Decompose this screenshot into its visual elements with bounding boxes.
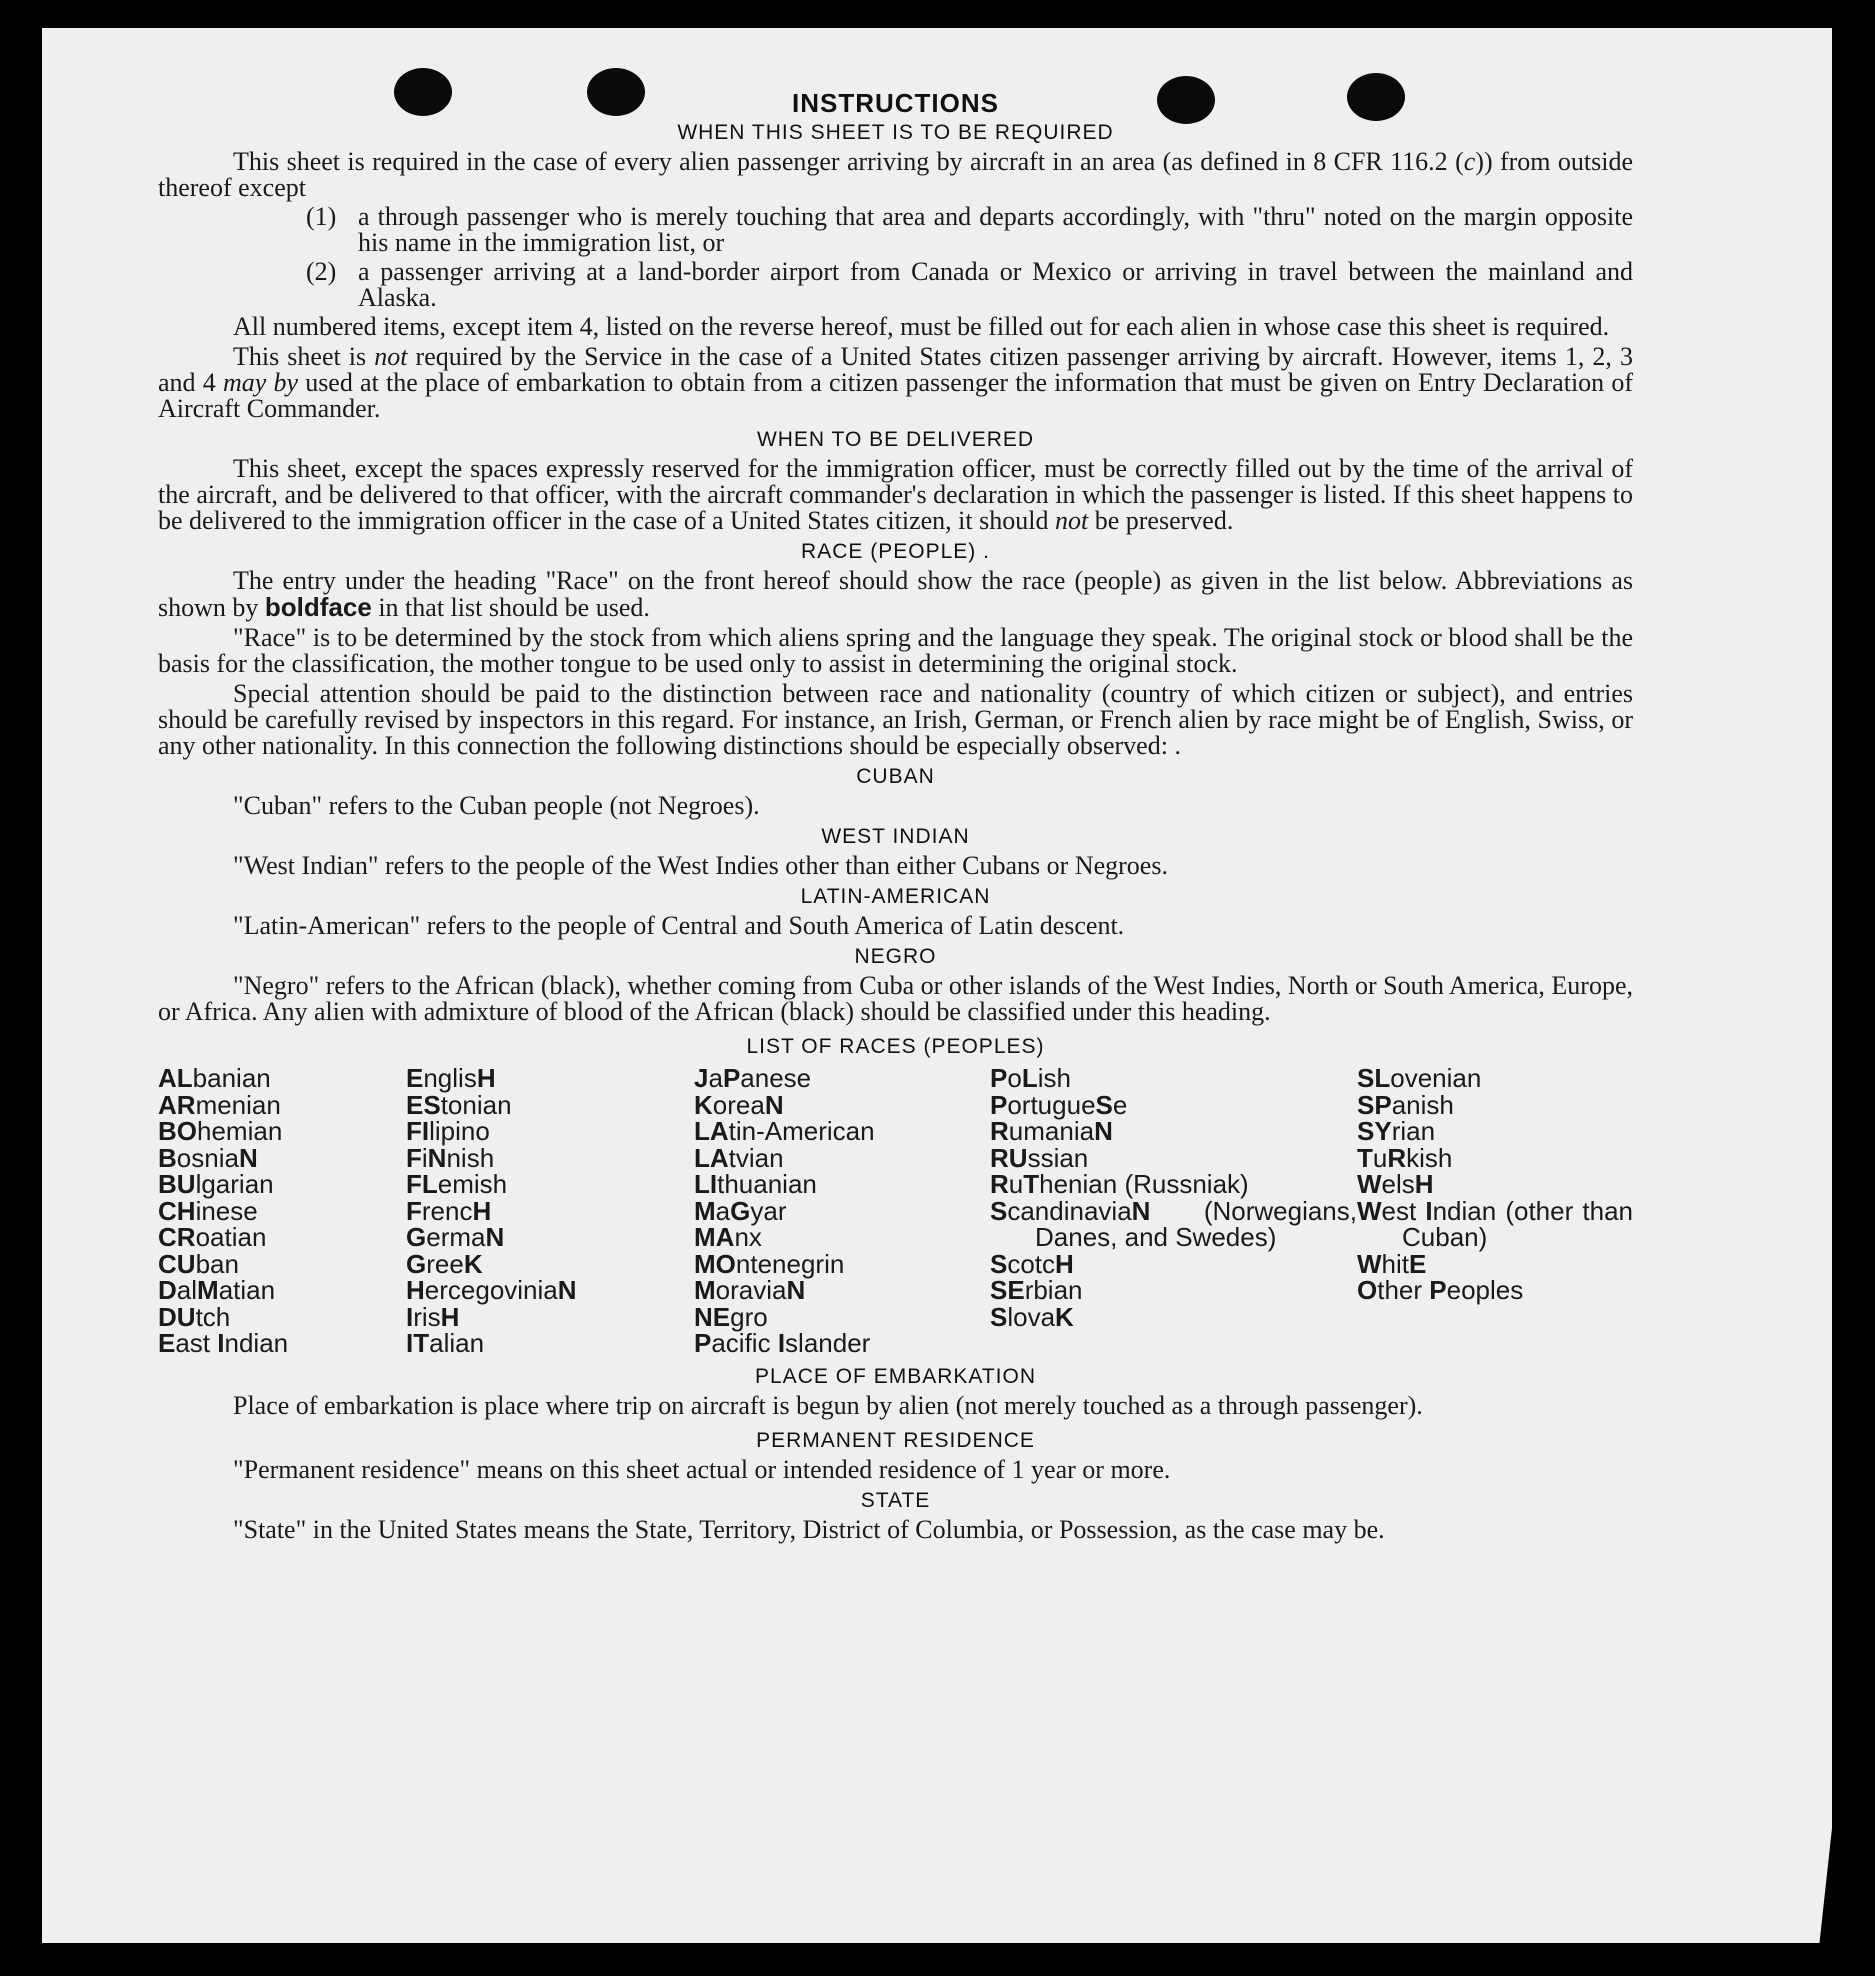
race-abbreviation: SY bbox=[1357, 1116, 1392, 1146]
race-entry bbox=[158, 1089, 406, 1120]
text-run-italic: may by bbox=[222, 368, 298, 397]
race-entry bbox=[1357, 1089, 1633, 1120]
race-entry bbox=[990, 1171, 1357, 1198]
race-entry bbox=[990, 1065, 1357, 1092]
paragraph: "Permanent residence" means on this sheet actual or intended residence of 1 year or more. bbox=[233, 1454, 1171, 1484]
section-heading: WHEN TO BE DELIVERED bbox=[756, 428, 1035, 451]
race-entry bbox=[158, 1277, 406, 1304]
list-number: (2) bbox=[306, 257, 337, 286]
paragraph: "Latin-American" refers to the people of Central and South America of Latin descent. bbox=[233, 911, 1125, 940]
race-abbreviation: H bbox=[1414, 1169, 1434, 1199]
race-abbreviation: W bbox=[1357, 1169, 1382, 1199]
race-abbreviation: P bbox=[694, 1328, 712, 1358]
paragraph: "Cuban" refers to the Cuban people (not Negroes). bbox=[233, 791, 760, 820]
race-text: tvian bbox=[728, 1142, 784, 1173]
section-when-required bbox=[158, 121, 1633, 422]
text-run-italic: not bbox=[374, 342, 408, 371]
paragraph bbox=[158, 456, 1633, 534]
section-heading: PERMANENT RESIDENCE bbox=[756, 1428, 1035, 1452]
race-entry bbox=[1357, 1277, 1633, 1304]
race-abbreviation: N bbox=[764, 1089, 784, 1120]
section-heading: WHEN THIS SHEET IS TO BE REQUIRED bbox=[677, 121, 1114, 144]
race-abbreviation: E bbox=[406, 1063, 424, 1093]
race-entry bbox=[406, 1089, 694, 1120]
race-text: ssian bbox=[1027, 1142, 1089, 1173]
list-item bbox=[158, 259, 1633, 311]
race-entry bbox=[694, 1248, 990, 1279]
race-entry bbox=[406, 1195, 694, 1226]
race-abbreviation: IT bbox=[406, 1328, 430, 1358]
race-text: ndian (other than Cuban) bbox=[1402, 1195, 1633, 1252]
section-place-of-embarkation bbox=[158, 1365, 1633, 1419]
race-entry bbox=[1357, 1171, 1633, 1198]
race-text: menian bbox=[195, 1089, 281, 1120]
races-column bbox=[406, 1065, 694, 1357]
section-negro bbox=[158, 945, 1633, 1025]
race-entry bbox=[694, 1195, 990, 1226]
race-text: tch bbox=[195, 1301, 231, 1332]
race-abbreviation: K bbox=[463, 1248, 483, 1279]
race-abbreviation: O bbox=[1357, 1275, 1378, 1305]
list-item bbox=[158, 204, 1633, 256]
race-entry bbox=[990, 1142, 1357, 1173]
race-text: ntenegrin bbox=[735, 1248, 845, 1279]
race-abbreviation: W bbox=[1357, 1248, 1382, 1279]
race-abbreviation: DU bbox=[158, 1301, 196, 1332]
page-title: INSTRUCTIONS bbox=[792, 88, 999, 118]
race-entry bbox=[406, 1171, 694, 1198]
race-text: kish bbox=[1406, 1142, 1453, 1173]
race-abbreviation: SL bbox=[1357, 1063, 1391, 1093]
races-column bbox=[158, 1065, 406, 1357]
text-run: required by the Service in the case of a United States citizen passenger arriving by aircraft. However, items 1, 2, 3 and 4 bbox=[158, 342, 1633, 397]
section-race bbox=[158, 540, 1633, 759]
race-text: hit bbox=[1381, 1248, 1410, 1279]
race-text: e bbox=[1112, 1089, 1128, 1120]
race-abbreviation: P bbox=[990, 1063, 1008, 1093]
race-abbreviation: R bbox=[1387, 1142, 1407, 1173]
race-abbreviation: S bbox=[1095, 1089, 1113, 1120]
text-run: This sheet is required in the case of every alien passenger arriving by aircraft in an area (as defined in 8 CFR 116.2 ( bbox=[233, 147, 1464, 176]
race-text: ndian bbox=[224, 1328, 289, 1358]
text-run: The entry under the heading "Race" on the front hereof should show the race (people) as given in the list below. Abbreviations as shown by bbox=[158, 566, 1633, 622]
race-entry bbox=[694, 1330, 990, 1357]
paragraph: "Race" is to be determined by the stock from which aliens spring and the language they speak. The original stock or blood shall be the basis for the classification, the mother tongue to be used only to assist in determining the original stock. bbox=[158, 623, 1633, 678]
race-text: anish bbox=[1391, 1089, 1454, 1120]
race-abbreviation: D bbox=[158, 1275, 177, 1305]
race-entry bbox=[694, 1224, 990, 1251]
race-text: a bbox=[715, 1195, 731, 1226]
race-text: eoples bbox=[1446, 1275, 1524, 1305]
race-abbreviation: W bbox=[1357, 1195, 1382, 1226]
text-run: used at the place of embarkation to obtain from a citizen passenger the information that must be given on Entry Declaration of Aircraft Commander. bbox=[158, 368, 1634, 423]
race-abbreviation: T bbox=[1023, 1169, 1040, 1199]
race-abbreviation: M bbox=[694, 1275, 716, 1305]
race-entry bbox=[694, 1277, 990, 1304]
race-entry bbox=[158, 1065, 406, 1092]
race-text: lova bbox=[1007, 1301, 1056, 1332]
race-entry bbox=[158, 1330, 406, 1357]
race-abbreviation: R bbox=[990, 1116, 1009, 1146]
race-abbreviation: N bbox=[1131, 1195, 1151, 1226]
paragraph: Special attention should be paid to the distinction between race and nationality (country of which citizen or subject), and entries should be carefully revised by inspectors in this regard. For instance, an Irish, German, or French alien by race might be of English, Swiss, or any other nationality. In this connection the following distinctions should be especially observed: . bbox=[158, 679, 1633, 760]
race-entry bbox=[158, 1224, 406, 1251]
race-text: slander bbox=[785, 1328, 871, 1358]
race-abbreviation: F bbox=[406, 1142, 422, 1173]
section-heading: WEST INDIAN bbox=[821, 825, 970, 848]
race-entry bbox=[990, 1195, 1357, 1252]
race-abbreviation: M bbox=[197, 1275, 219, 1305]
race-abbreviation: S bbox=[990, 1301, 1008, 1332]
race-text: henian (Russniak) bbox=[1039, 1169, 1249, 1199]
race-abbreviation: BU bbox=[158, 1169, 196, 1199]
race-abbreviation: H bbox=[472, 1195, 492, 1226]
race-entry bbox=[158, 1118, 406, 1145]
race-text: orea bbox=[712, 1089, 765, 1120]
section-heading: CUBAN bbox=[856, 765, 935, 788]
race-entry bbox=[694, 1118, 990, 1145]
race-abbreviation: E bbox=[158, 1328, 176, 1358]
race-text: (Norwegians, Danes, and Swedes) bbox=[1035, 1195, 1357, 1252]
race-text: tonian bbox=[440, 1089, 512, 1120]
race-abbreviation: CU bbox=[158, 1248, 196, 1279]
race-abbreviation: NE bbox=[694, 1301, 731, 1332]
race-abbreviation: I bbox=[777, 1328, 786, 1358]
section-west-indian bbox=[158, 825, 1633, 879]
race-text: nish bbox=[446, 1142, 495, 1173]
race-abbreviation: P bbox=[722, 1063, 741, 1093]
race-abbreviation: I bbox=[217, 1328, 225, 1358]
race-text: lipino bbox=[429, 1116, 490, 1146]
text-run: This sheet, except the spaces expressly reserved for the immigration officer, must be correctly filled out by the time of the arrival of the aircraft, and be delivered to that officer, with the aircraft commander's declaration in which the passenger is listed. If this sheet happens to be delivered to the immigration officer in the case of a United States citizen, it should bbox=[158, 454, 1633, 535]
text-run: )) from outside thereof except bbox=[158, 147, 1634, 202]
list-number: (1) bbox=[306, 202, 337, 231]
race-entry bbox=[694, 1142, 990, 1173]
races-column bbox=[990, 1065, 1357, 1357]
races-table bbox=[158, 1065, 1633, 1357]
race-abbreviation: AL bbox=[158, 1063, 193, 1093]
race-text: oatian bbox=[195, 1222, 267, 1252]
race-entry bbox=[158, 1142, 406, 1173]
race-entry bbox=[406, 1142, 694, 1173]
race-entry bbox=[694, 1089, 990, 1120]
race-entry bbox=[406, 1301, 694, 1332]
race-text: nx bbox=[734, 1222, 762, 1252]
paragraph: "Negro" refers to the African (black), whether coming from Cuba or other islands of the West Indies, North or South America, Europe, or Africa. Any alien with admixture of blood of the African (black) should be classified under this heading. bbox=[158, 971, 1633, 1026]
race-entry bbox=[1357, 1065, 1633, 1092]
race-abbreviation: H bbox=[406, 1275, 425, 1305]
race-abbreviation: AR bbox=[158, 1089, 196, 1120]
race-abbreviation: P bbox=[990, 1089, 1008, 1120]
race-abbreviation: FI bbox=[406, 1116, 430, 1146]
list-text: a through passenger who is merely touching that area and departs accordingly, with "thru" noted on the margin opposite his name in the immigration list, or bbox=[358, 202, 1633, 257]
race-text: est bbox=[1381, 1195, 1426, 1226]
race-text: o bbox=[1007, 1063, 1022, 1093]
race-text: ortugue bbox=[1007, 1089, 1096, 1120]
race-abbreviation: CH bbox=[158, 1195, 196, 1226]
race-text: rian bbox=[1391, 1116, 1436, 1146]
race-abbreviation: FL bbox=[406, 1169, 438, 1199]
race-entry bbox=[406, 1330, 694, 1357]
race-entry bbox=[694, 1171, 990, 1198]
race-abbreviation: L bbox=[1021, 1063, 1038, 1093]
race-entry bbox=[990, 1089, 1357, 1120]
race-abbreviation: MO bbox=[694, 1248, 736, 1279]
section-heading: STATE bbox=[860, 1488, 931, 1512]
race-abbreviation: B bbox=[158, 1142, 177, 1173]
race-abbreviation: LI bbox=[694, 1169, 718, 1199]
race-text: ercegovinia bbox=[424, 1275, 558, 1305]
race-text: emish bbox=[437, 1169, 508, 1199]
race-text: alian bbox=[429, 1328, 485, 1358]
race-entry bbox=[990, 1248, 1357, 1279]
race-abbreviation: LA bbox=[694, 1116, 729, 1146]
race-text: yar bbox=[750, 1195, 787, 1226]
race-entry bbox=[406, 1118, 694, 1145]
races-column bbox=[1357, 1065, 1633, 1357]
race-text: nglis bbox=[423, 1063, 477, 1093]
race-text: cotc bbox=[1007, 1248, 1056, 1279]
race-entry bbox=[1357, 1195, 1633, 1252]
section-heading: NEGRO bbox=[854, 945, 937, 968]
race-text: hemian bbox=[197, 1116, 283, 1146]
race-entry bbox=[158, 1171, 406, 1198]
race-entry bbox=[1357, 1118, 1633, 1145]
race-entry bbox=[406, 1065, 694, 1092]
text-run-italic: not bbox=[1054, 506, 1089, 535]
race-abbreviation: G bbox=[406, 1222, 427, 1252]
race-abbreviation: R bbox=[990, 1169, 1009, 1199]
race-abbreviation: H bbox=[476, 1063, 496, 1093]
race-abbreviation: SE bbox=[990, 1275, 1025, 1305]
race-abbreviation: RU bbox=[990, 1142, 1028, 1173]
race-abbreviation: S bbox=[990, 1248, 1008, 1279]
race-entry bbox=[158, 1195, 406, 1226]
race-entry bbox=[158, 1301, 406, 1332]
text-run: be preserved. bbox=[1088, 506, 1234, 535]
race-entry bbox=[694, 1301, 990, 1332]
race-text: u bbox=[1372, 1142, 1388, 1173]
paragraph: All numbered items, except item 4, listed on the reverse hereof, must be filled out for each alien in whose case this sheet is required. bbox=[233, 312, 1610, 341]
race-abbreviation: K bbox=[694, 1089, 713, 1120]
race-text: tin-American bbox=[728, 1116, 875, 1146]
race-abbreviation: P bbox=[1429, 1275, 1447, 1305]
paragraph bbox=[158, 149, 1633, 201]
section-heading: LIST OF RACES (PEOPLES) bbox=[746, 1035, 1045, 1058]
race-abbreviation: I bbox=[1425, 1195, 1433, 1226]
paragraph bbox=[158, 344, 1633, 422]
race-text: atian bbox=[218, 1275, 276, 1305]
race-abbreviation: G bbox=[730, 1195, 751, 1226]
race-text: i bbox=[421, 1142, 428, 1173]
race-abbreviation: M bbox=[694, 1195, 716, 1226]
race-abbreviation: MA bbox=[694, 1222, 735, 1252]
instructions-text bbox=[158, 88, 1633, 1543]
race-text: umania bbox=[1008, 1116, 1095, 1146]
section-heading: PLACE OF EMBARKATION bbox=[755, 1364, 1036, 1388]
race-abbreviation: ES bbox=[406, 1089, 441, 1120]
race-abbreviation: G bbox=[406, 1248, 427, 1279]
race-entry bbox=[406, 1248, 694, 1279]
race-text: al bbox=[176, 1275, 198, 1305]
paragraph bbox=[158, 568, 1633, 621]
text-run-italic: c bbox=[1463, 147, 1476, 176]
race-text: osnia bbox=[176, 1142, 239, 1173]
race-text: ast bbox=[175, 1328, 218, 1358]
race-abbreviation: CR bbox=[158, 1222, 196, 1252]
race-abbreviation: I bbox=[406, 1301, 414, 1332]
race-abbreviation: F bbox=[406, 1195, 422, 1226]
section-cuban bbox=[158, 765, 1633, 819]
section-heading: RACE (PEOPLE) . bbox=[801, 540, 990, 563]
race-text: ban bbox=[195, 1248, 239, 1279]
race-abbreviation: LA bbox=[694, 1142, 729, 1173]
race-text: rbian bbox=[1024, 1275, 1083, 1305]
text-run: in that list should be used. bbox=[371, 593, 650, 622]
race-entry bbox=[406, 1277, 694, 1304]
race-abbreviation: BO bbox=[158, 1116, 197, 1146]
race-text: erma bbox=[426, 1222, 486, 1252]
section-permanent-residence bbox=[158, 1429, 1633, 1483]
race-abbreviation: E bbox=[1409, 1248, 1427, 1279]
paragraph: Place of embarkation is place where trip on aircraft is begun by alien (not merely touched as a through passenger). bbox=[233, 1390, 1423, 1420]
race-text: ree bbox=[426, 1248, 464, 1279]
race-entry bbox=[406, 1224, 694, 1251]
race-text: gro bbox=[730, 1301, 768, 1332]
section-when-delivered bbox=[158, 428, 1633, 534]
race-text: thuanian bbox=[717, 1169, 817, 1199]
race-abbreviation: N bbox=[427, 1142, 447, 1173]
race-entry bbox=[694, 1065, 990, 1092]
race-abbreviation: J bbox=[694, 1063, 709, 1093]
race-entry bbox=[1357, 1248, 1633, 1279]
race-text: ris bbox=[413, 1301, 441, 1332]
race-text: ther bbox=[1377, 1275, 1430, 1305]
race-abbreviation: N bbox=[557, 1275, 577, 1305]
race-text: ovenian bbox=[1390, 1063, 1482, 1093]
race-text: u bbox=[1008, 1169, 1024, 1199]
race-text: els bbox=[1381, 1169, 1415, 1199]
race-text: candinavia bbox=[1007, 1195, 1132, 1226]
section-list-of-races bbox=[158, 1035, 1633, 1357]
paragraph: "West Indian" refers to the people of the West Indies other than either Cubans or Negroes. bbox=[233, 851, 1168, 880]
race-text: lgarian bbox=[195, 1169, 274, 1199]
list-text: a passenger arriving at a land-border airport from Canada or Mexico or arriving in travel between the mainland and Alaska. bbox=[358, 257, 1633, 312]
race-entry bbox=[990, 1277, 1357, 1304]
race-entry bbox=[990, 1301, 1357, 1332]
race-abbreviation: T bbox=[1357, 1142, 1373, 1173]
race-text: ish bbox=[1037, 1063, 1071, 1093]
race-text: banian bbox=[192, 1063, 271, 1093]
paragraph: "State" in the United States means the State, Territory, District of Columbia, or Possession, as the case may be. bbox=[233, 1514, 1385, 1544]
races-column bbox=[694, 1065, 990, 1357]
race-text: inese bbox=[195, 1195, 258, 1226]
race-abbreviation: N bbox=[1094, 1116, 1113, 1146]
race-abbreviation: N bbox=[238, 1142, 258, 1173]
race-text: renc bbox=[421, 1195, 473, 1226]
race-abbreviation: S bbox=[990, 1195, 1008, 1226]
text-run: This sheet is bbox=[233, 342, 375, 371]
race-text: oravia bbox=[715, 1275, 787, 1305]
race-entry bbox=[1357, 1142, 1633, 1173]
race-entry bbox=[158, 1248, 406, 1279]
race-text: a bbox=[708, 1063, 723, 1093]
race-abbreviation: N bbox=[485, 1222, 505, 1252]
race-abbreviation: N bbox=[786, 1275, 806, 1305]
race-abbreviation: H bbox=[1055, 1248, 1074, 1279]
section-heading: LATIN-AMERICAN bbox=[800, 885, 991, 908]
race-text: acific bbox=[711, 1328, 778, 1358]
race-entry bbox=[990, 1118, 1357, 1145]
race-abbreviation: H bbox=[440, 1301, 460, 1332]
text-run-bold: boldface bbox=[264, 592, 372, 622]
section-state bbox=[158, 1489, 1633, 1543]
race-abbreviation: K bbox=[1055, 1301, 1074, 1332]
race-text: anese bbox=[740, 1063, 812, 1093]
section-latin-american bbox=[158, 885, 1633, 939]
race-abbreviation: SP bbox=[1357, 1089, 1392, 1120]
